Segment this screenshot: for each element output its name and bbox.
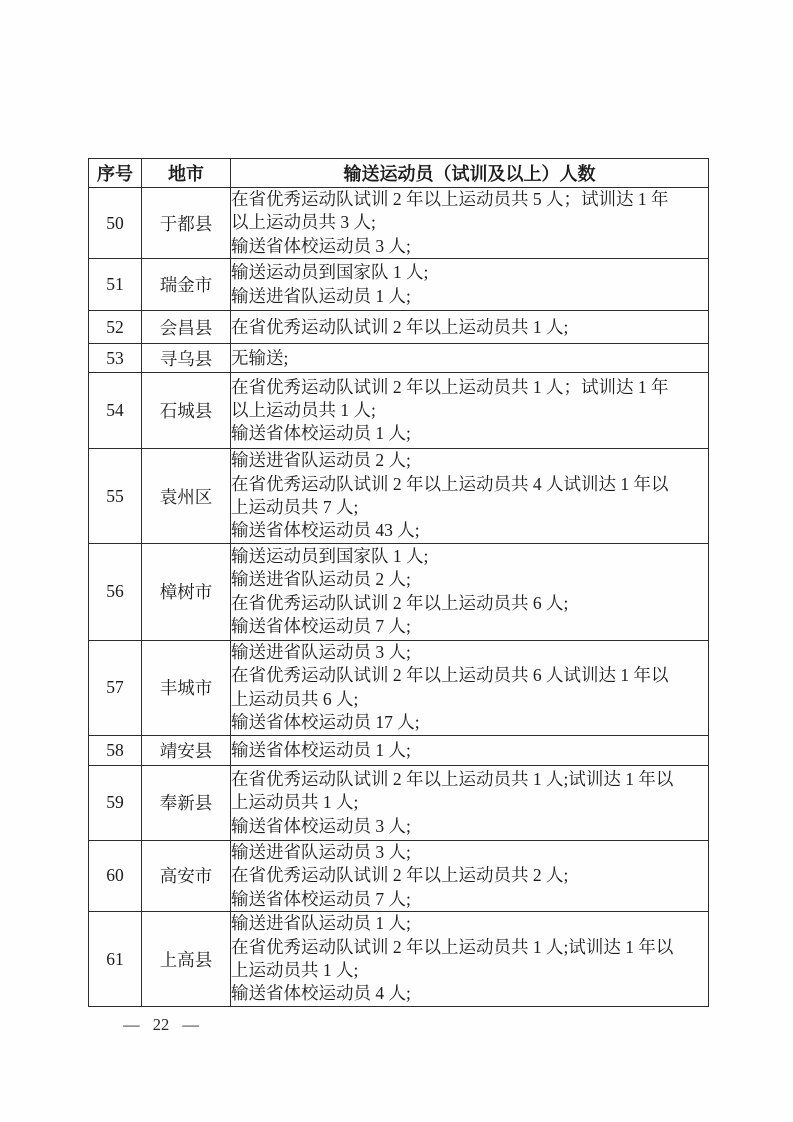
athlete-transfer-table xyxy=(88,158,709,1007)
table-row xyxy=(89,640,709,735)
content-line: 输送省体校运动员 43 人; xyxy=(231,520,420,541)
content-line: 输送省体校运动员 17 人; xyxy=(231,712,420,733)
row-content xyxy=(231,344,709,373)
content-line: 输送省体校运动员 4 人; xyxy=(231,983,411,1004)
content-line: 输送运动员到国家队 1 人; xyxy=(231,546,429,567)
content-line: 在省优秀运动队试训 2 年以上运动员共 6 人; xyxy=(231,592,569,613)
col-header-serial: 序号 xyxy=(89,159,142,188)
content-line: 上运动员共 6 人; xyxy=(231,688,359,709)
table-row xyxy=(89,543,709,640)
row-serial: 59 xyxy=(89,765,142,840)
row-city: 石城县 xyxy=(142,373,231,449)
table-row xyxy=(89,840,709,911)
table-row xyxy=(89,188,709,259)
row-city: 会昌县 xyxy=(142,311,231,344)
content-line: 在省优秀运动队试训 2 年以上运动员共 6 人试训达 1 年以 xyxy=(231,665,669,686)
row-content xyxy=(231,765,709,840)
row-city: 靖安县 xyxy=(142,735,231,765)
content-line: 输送省体校运动员 7 人; xyxy=(231,616,411,637)
row-city: 瑞金市 xyxy=(142,259,231,311)
content-line: 输送省体校运动员 3 人; xyxy=(231,815,411,836)
content-line: 在省优秀运动队试训 2 年以上运动员共 1 人; xyxy=(231,316,569,337)
row-content xyxy=(231,640,709,735)
row-serial: 52 xyxy=(89,311,142,344)
content-line: 无输送; xyxy=(231,347,289,368)
content-line: 在省优秀运动队试训 2 年以上运动员共 1 人;试训达 1 年以 xyxy=(231,768,674,789)
row-serial: 58 xyxy=(89,735,142,765)
row-city: 高安市 xyxy=(142,840,231,911)
row-city: 袁州区 xyxy=(142,449,231,544)
content-line: 以上运动员共 3 人; xyxy=(231,212,376,233)
content-line: 上运动员共 7 人; xyxy=(231,497,359,518)
row-serial: 54 xyxy=(89,373,142,449)
col-header-city: 地市 xyxy=(142,159,231,188)
content-line: 输送进省队运动员 2 人; xyxy=(231,450,411,471)
row-content xyxy=(231,449,709,544)
content-line: 输送进省队运动员 3 人; xyxy=(231,642,411,663)
row-serial: 57 xyxy=(89,640,142,735)
table-row xyxy=(89,311,709,344)
col-header-athletes: 输送运动员（试训及以上）人数 xyxy=(231,159,709,188)
row-serial: 51 xyxy=(89,259,142,311)
content-line: 输送省体校运动员 1 人; xyxy=(231,423,411,444)
row-serial: 55 xyxy=(89,449,142,544)
content-line: 在省优秀运动队试训 2 年以上运动员共 4 人试训达 1 年以 xyxy=(231,473,669,494)
table-row xyxy=(89,259,709,311)
row-serial: 56 xyxy=(89,543,142,640)
row-city: 奉新县 xyxy=(142,765,231,840)
content-line: 上运动员共 1 人; xyxy=(231,792,359,813)
row-content xyxy=(231,543,709,640)
content-line: 在省优秀运动队试训 2 年以上运动员共 5 人；试训达 1 年 xyxy=(231,189,669,209)
table-row xyxy=(89,735,709,765)
content-line: 输送进省队运动员 1 人; xyxy=(231,285,411,306)
content-line: 输送运动员到国家队 1 人; xyxy=(231,262,429,283)
row-serial: 50 xyxy=(89,188,142,259)
table-row xyxy=(89,344,709,373)
content-line: 输送省体校运动员 3 人; xyxy=(231,235,411,256)
row-content xyxy=(231,259,709,311)
content-line: 输送省体校运动员 7 人; xyxy=(231,888,411,909)
content-line: 上运动员共 1 人; xyxy=(231,960,359,981)
content-line: 输送进省队运动员 3 人; xyxy=(231,841,411,862)
content-line: 在省优秀运动队试训 2 年以上运动员共 1 人;试训达 1 年以 xyxy=(231,936,674,957)
row-city: 丰城市 xyxy=(142,640,231,735)
row-city: 寻乌县 xyxy=(142,344,231,373)
row-city: 于都县 xyxy=(142,188,231,259)
row-content xyxy=(231,311,709,344)
row-content xyxy=(231,912,709,1007)
content-line: 输送进省队运动员 2 人; xyxy=(231,569,411,590)
row-city: 上高县 xyxy=(142,912,231,1007)
row-serial: 61 xyxy=(89,912,142,1007)
table-row xyxy=(89,449,709,544)
table-header-row xyxy=(89,159,709,188)
row-city: 樟树市 xyxy=(142,543,231,640)
content-line: 输送省体校运动员 1 人; xyxy=(231,739,411,760)
row-content xyxy=(231,373,709,449)
table-row xyxy=(89,912,709,1007)
content-line: 以上运动员共 1 人; xyxy=(231,400,376,421)
row-content xyxy=(231,840,709,911)
table-row xyxy=(89,765,709,840)
row-content xyxy=(231,188,709,259)
row-content xyxy=(231,735,709,765)
content-line: 在省优秀运动队试训 2 年以上运动员共 2 人; xyxy=(231,865,569,886)
content-line: 在省优秀运动队试训 2 年以上运动员共 1 人；试训达 1 年 xyxy=(231,376,669,397)
page-number: — 22 — xyxy=(123,1015,199,1034)
row-serial: 60 xyxy=(89,840,142,911)
row-serial: 53 xyxy=(89,344,142,373)
table-row xyxy=(89,373,709,449)
content-line: 输送进省队运动员 1 人; xyxy=(231,913,411,934)
